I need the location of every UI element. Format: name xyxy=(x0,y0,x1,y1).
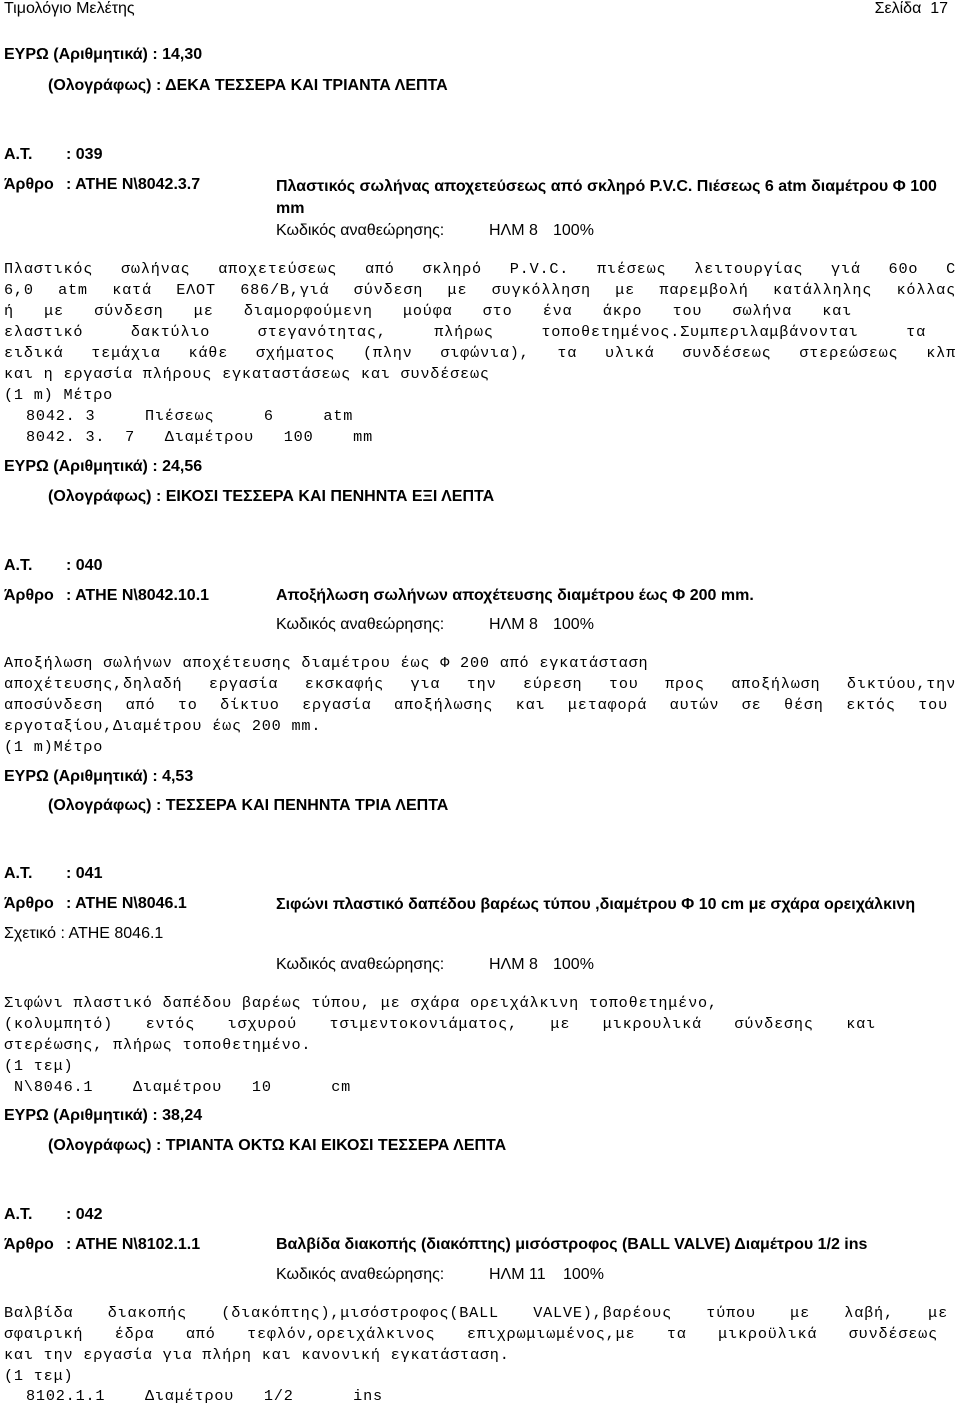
price-words: (Ολογράφως) : ΔΕΚΑ ΤΕΣΣΕΡΑ ΚΑΙ ΤΡΙΑΝΤΑ ΛΕΠΤΑ xyxy=(48,77,448,94)
unit-label: (1 τεμ) xyxy=(4,1367,74,1385)
arthro-label: Άρθρο xyxy=(4,587,54,604)
description-line: ειδικά τεμάχια κάθε σχήματος (πλην σιφώνια), τα υλικά συνδέσεως στερεώσεως κλπ xyxy=(4,344,956,362)
description-line: Αποξήλωση σωλήνων αποχέτευσης διαμέτρου έως Φ 200 από εγκατάσταση xyxy=(4,654,649,672)
price-words: (Ολογράφως) : ΕΙΚΟΣΙ ΤΕΣΣΕΡΑ ΚΑΙ ΠΕΝΗΝΤΑ ΕΞΙ ΛΕΠΤΑ xyxy=(48,488,495,505)
arthro-value: : ΑΤΗΕ Ν\8042.3.7 xyxy=(66,176,201,193)
spec-line: Ν\8046.1 Διαμέτρου 10 cm xyxy=(14,1078,352,1096)
description-line: ή με σύνδεση με διαμορφούμενη μούφα στο ένα άκρο του σωλήνα και xyxy=(4,302,852,320)
description-line: αποχέτευσης,δηλαδή εργασία εκσκαφής για την εύρεση του προς αποξήλωση δικτύου,την xyxy=(4,675,956,693)
unit-label: (1 m)Μέτρο xyxy=(4,738,104,756)
description-line: Σιφώνι πλαστικό δαπέδου βαρέως τύπου, με σχάρα ορειχάλκινη τοποθετημένο, xyxy=(4,994,718,1012)
at-label: Α.Τ. xyxy=(4,557,33,574)
item-title: Σιφώνι πλαστικό δαπέδου βαρέως τύπου ,διαμέτρου Φ 10 cm με σχάρα ορειχάλκινη xyxy=(276,896,916,913)
revision-label: Κωδικός αναθεώρησης: xyxy=(276,956,445,973)
revision-label: Κωδικός αναθεώρησης: xyxy=(276,616,445,633)
description-line: ελαστικό δακτύλιο στεγανότητας, πλήρως τοποθετημένος.Συμπεριλαμβάνονται τα xyxy=(4,323,926,341)
unit-label: (1 m) Μέτρο xyxy=(4,386,114,404)
at-value: : 039 xyxy=(66,146,103,163)
spec-line: 8042. 3 Πιέσεως 6 atm xyxy=(26,407,354,425)
revision-label: Κωδικός αναθεώρησης: xyxy=(276,1266,445,1283)
item-title: Αποξήλωση σωλήνων αποχέτευσης διαμέτρου έως Φ 200 mm. xyxy=(276,587,754,604)
arthro-label: Άρθρο xyxy=(4,176,54,193)
description-line: και την εργασία για πλήρη και κανονική εγκατάσταση. xyxy=(4,1346,510,1364)
related-code: Σχετικό : ΑΤΗΕ 8046.1 xyxy=(4,925,164,942)
description-line: στερέωσης, πλήρως τοποθετημένο. xyxy=(4,1036,312,1054)
price-words: (Ολογράφως) : ΤΡΙΑΝΤΑ ΟΚΤΩ ΚΑΙ ΕΙΚΟΣΙ ΤΕΣΣΕΡΑ ΛΕΠΤΑ xyxy=(48,1137,507,1154)
spec-line: 8042. 3. 7 Διαμέτρου 100 mm xyxy=(26,428,373,446)
price-numeric: ΕΥΡΩ (Αριθμητικά) : 4,53 xyxy=(4,768,194,785)
document-title: Τιμολόγιο Μελέτης xyxy=(4,0,135,17)
price-words: (Ολογράφως) : ΤΕΣΣΕΡΑ ΚΑΙ ΠΕΝΗΝΤΑ ΤΡΙΑ ΛΕΠΤΑ xyxy=(48,797,449,814)
description-line: Πλαστικός σωλήνας αποχετεύσεως από σκληρό P.V.C. πιέσεως λειτουργίας γιά 60ο C xyxy=(4,260,956,278)
unit-label: (1 τεμ) xyxy=(4,1057,74,1075)
price-numeric: ΕΥΡΩ (Αριθμητικά) : 38,24 xyxy=(4,1107,203,1124)
revision-code: ΗΛΜ 8 xyxy=(489,616,538,633)
at-label: Α.Τ. xyxy=(4,1206,33,1223)
arthro-label: Άρθρο xyxy=(4,895,54,912)
description-line: σφαιρική έδρα από τεφλόν,ορειχάλκινος επιχρωμιωμένος,με τα μικροϋλικά συνδέσεως xyxy=(4,1325,938,1343)
description-line: 6,0 atm κατά ΕΛΟΤ 686/Β,γιά σύνδεση με συγκόλληση με παρεμβολή κατάλληλης κόλλας xyxy=(4,281,956,299)
item-title: Βαλβίδα διακοπής (διακόπτης) μισόστροφος (BALL VALVE) Διαμέτρου 1/2 ins xyxy=(276,1236,868,1253)
arthro-value: : ΑΤΗΕ Ν\8046.1 xyxy=(66,895,187,912)
at-label: Α.Τ. xyxy=(4,146,33,163)
arthro-value: : ΑΤΗΕ Ν\8102.1.1 xyxy=(66,1236,201,1253)
revision-code: ΗΛΜ 11 xyxy=(489,1266,546,1283)
item-title: Πλαστικός σωλήνας αποχετεύσεως από σκληρό P.V.C. Πιέσεως 6 atm διαμέτρου Φ 100 mm xyxy=(276,178,937,217)
revision-percent: 100% xyxy=(553,956,594,973)
price-numeric: ΕΥΡΩ (Αριθμητικά) : 14,30 xyxy=(4,46,203,63)
revision-percent: 100% xyxy=(563,1266,604,1283)
price-numeric: ΕΥΡΩ (Αριθμητικά) : 24,56 xyxy=(4,458,203,475)
arthro-label: Άρθρο xyxy=(4,1236,54,1253)
at-value: : 042 xyxy=(66,1206,103,1223)
revision-label: Κωδικός αναθεώρησης: xyxy=(276,222,445,239)
at-value: : 041 xyxy=(66,865,103,882)
description-line: αποσύνδεση από το δίκτυο εργασία αποξήλωσης και μεταφορά αυτών σε θέση εκτός του xyxy=(4,696,948,714)
arthro-value: : ΑΤΗΕ Ν\8042.10.1 xyxy=(66,587,210,604)
page-number: Σελίδα 17 xyxy=(874,0,948,17)
description-line: και η εργασία πλήρους εγκαταστάσεως και συνδέσεως xyxy=(4,365,490,383)
at-label: Α.Τ. xyxy=(4,865,33,882)
revision-percent: 100% xyxy=(553,222,594,239)
revision-code: ΗΛΜ 8 xyxy=(489,222,538,239)
description-line: Βαλβίδα διακοπής (διακόπτης),μισόστροφος(BALL VALVE),βαρέους τύπου με λαβή, με xyxy=(4,1304,948,1322)
description-line: (κολυμπητό) εντός ισχυρού τσιμεντοκονιάματος, με μικρουλικά σύνδεσης και xyxy=(4,1015,876,1033)
spec-line: 8102.1.1 Διαμέτρου 1/2 ins xyxy=(26,1387,383,1405)
description-line: εργοταξίου,Διαμέτρου έως 200 mm. xyxy=(4,717,322,735)
revision-code: ΗΛΜ 8 xyxy=(489,956,538,973)
at-value: : 040 xyxy=(66,557,103,574)
revision-percent: 100% xyxy=(553,616,594,633)
